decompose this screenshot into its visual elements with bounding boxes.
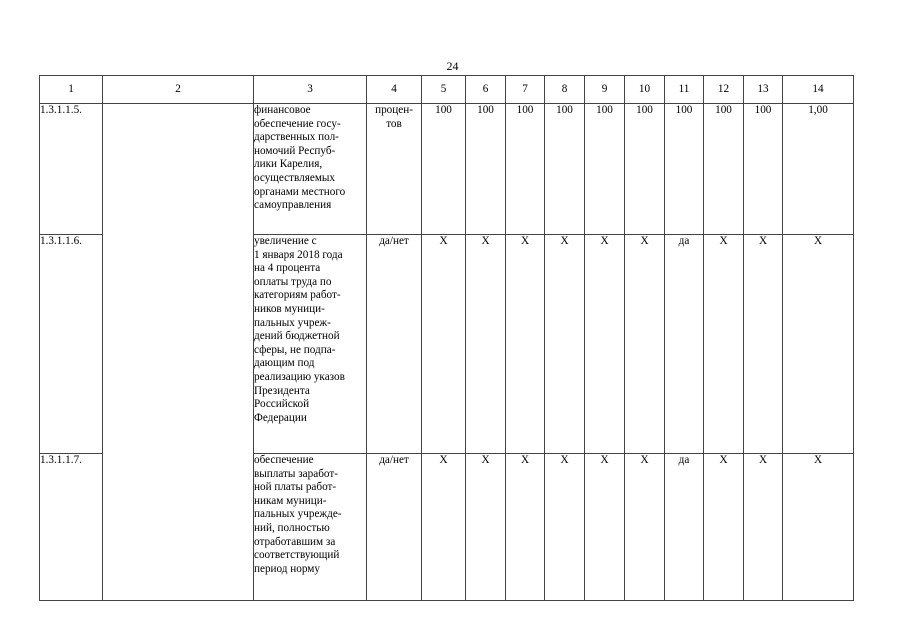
header-cell: 1 [40,76,103,104]
value-cell: 100 [665,104,704,235]
unit-cell [367,454,422,601]
unit-line: тов [386,117,402,130]
table-header-row [40,76,854,104]
text-line: финансовое [254,104,311,116]
table-row [40,104,854,235]
value-cell: 100 [585,104,625,235]
text-line: оплаты труда по [254,275,332,288]
text-line: обеспечение [254,454,314,466]
header-cell: 12 [704,76,744,104]
value-cell: Х [625,235,665,454]
header-cell: 10 [625,76,665,104]
text-line: пальных учрежде- [254,508,342,521]
text-line: соответствующий [254,549,340,562]
text-line: Федерации [254,411,307,424]
indicators-table [39,75,854,601]
text-line: увеличение с [254,235,317,247]
value-cell: Х [783,454,854,601]
header-cell: 9 [585,76,625,104]
text-line: самоуправления [254,199,332,212]
value-cell: Х [466,235,506,454]
text-line: осуществляемых [254,171,336,184]
row-number: 1.3.1.1.6. [40,235,103,454]
header-cell: 5 [422,76,466,104]
value-cell: да [665,454,704,601]
value-cell: 100 [506,104,545,235]
header-cell: 6 [466,76,506,104]
header-cell: 14 [783,76,854,104]
header-cell: 11 [665,76,704,104]
text-line: лики Карелия, [254,158,323,171]
text-line: Президента [254,384,310,397]
text-line: на 4 процента [254,262,321,275]
unit-cell [367,104,422,235]
text-line: дений бюджетной [254,330,340,343]
text-line: период норму [254,562,320,575]
text-line: обеспечение госу- [254,117,341,130]
text-line: реализацию указов [254,370,345,383]
value-cell: Х [704,235,744,454]
value-cell: Х [466,454,506,601]
text-line: 1 января 2018 года [254,248,343,261]
value-cell: 100 [466,104,506,235]
page-number: 24 [446,59,459,73]
value-cell: 100 [545,104,585,235]
value-cell: Х [545,235,585,454]
value-cell: Х [422,454,466,601]
value-cell: Х [625,454,665,601]
value-cell: 1,00 [783,104,854,235]
indicator-text [254,454,367,601]
header-cell: 4 [367,76,422,104]
value-cell: Х [783,235,854,454]
unit-line: да/нет [379,454,409,466]
row-number: 1.3.1.1.5. [40,104,103,235]
value-cell: 100 [744,104,783,235]
row-number: 1.3.1.1.7. [40,454,103,601]
unit-line: да/нет [379,235,409,247]
header-cell: 13 [744,76,783,104]
header-cell: 8 [545,76,585,104]
value-cell: да [665,235,704,454]
value-cell: Х [506,235,545,454]
text-line: пальных учреж- [254,316,331,329]
value-cell: Х [585,454,625,601]
text-line: выплаты заработ- [254,467,338,480]
text-line: никам муници- [254,494,327,507]
value-cell: 100 [625,104,665,235]
unit-line: процен- [375,104,413,116]
text-line: номочий Респуб- [254,144,336,157]
text-line: дающим под [254,357,315,370]
merged-empty-cell [103,104,254,601]
value-cell: Х [422,235,466,454]
text-line: ний, полностью [254,521,330,534]
value-cell: Х [585,235,625,454]
text-line: дарственных пол- [254,131,339,144]
text-line: отработавшим за [254,535,336,548]
header-cell: 2 [103,76,254,104]
text-line: органами местного [254,185,346,198]
header-cell: 7 [506,76,545,104]
text-line: Российской [254,398,310,411]
value-cell: Х [506,454,545,601]
indicator-text [254,235,367,454]
unit-cell [367,235,422,454]
value-cell: Х [744,235,783,454]
text-line: категориям работ- [254,289,341,302]
value-cell: Х [545,454,585,601]
text-line: сферы, не подпа- [254,343,336,356]
value-cell: 100 [422,104,466,235]
indicator-text [254,104,367,235]
text-line: ной платы работ- [254,481,337,494]
text-line: ников муници- [254,302,325,315]
value-cell: Х [744,454,783,601]
value-cell: 100 [704,104,744,235]
header-cell: 3 [254,76,367,104]
value-cell: Х [704,454,744,601]
